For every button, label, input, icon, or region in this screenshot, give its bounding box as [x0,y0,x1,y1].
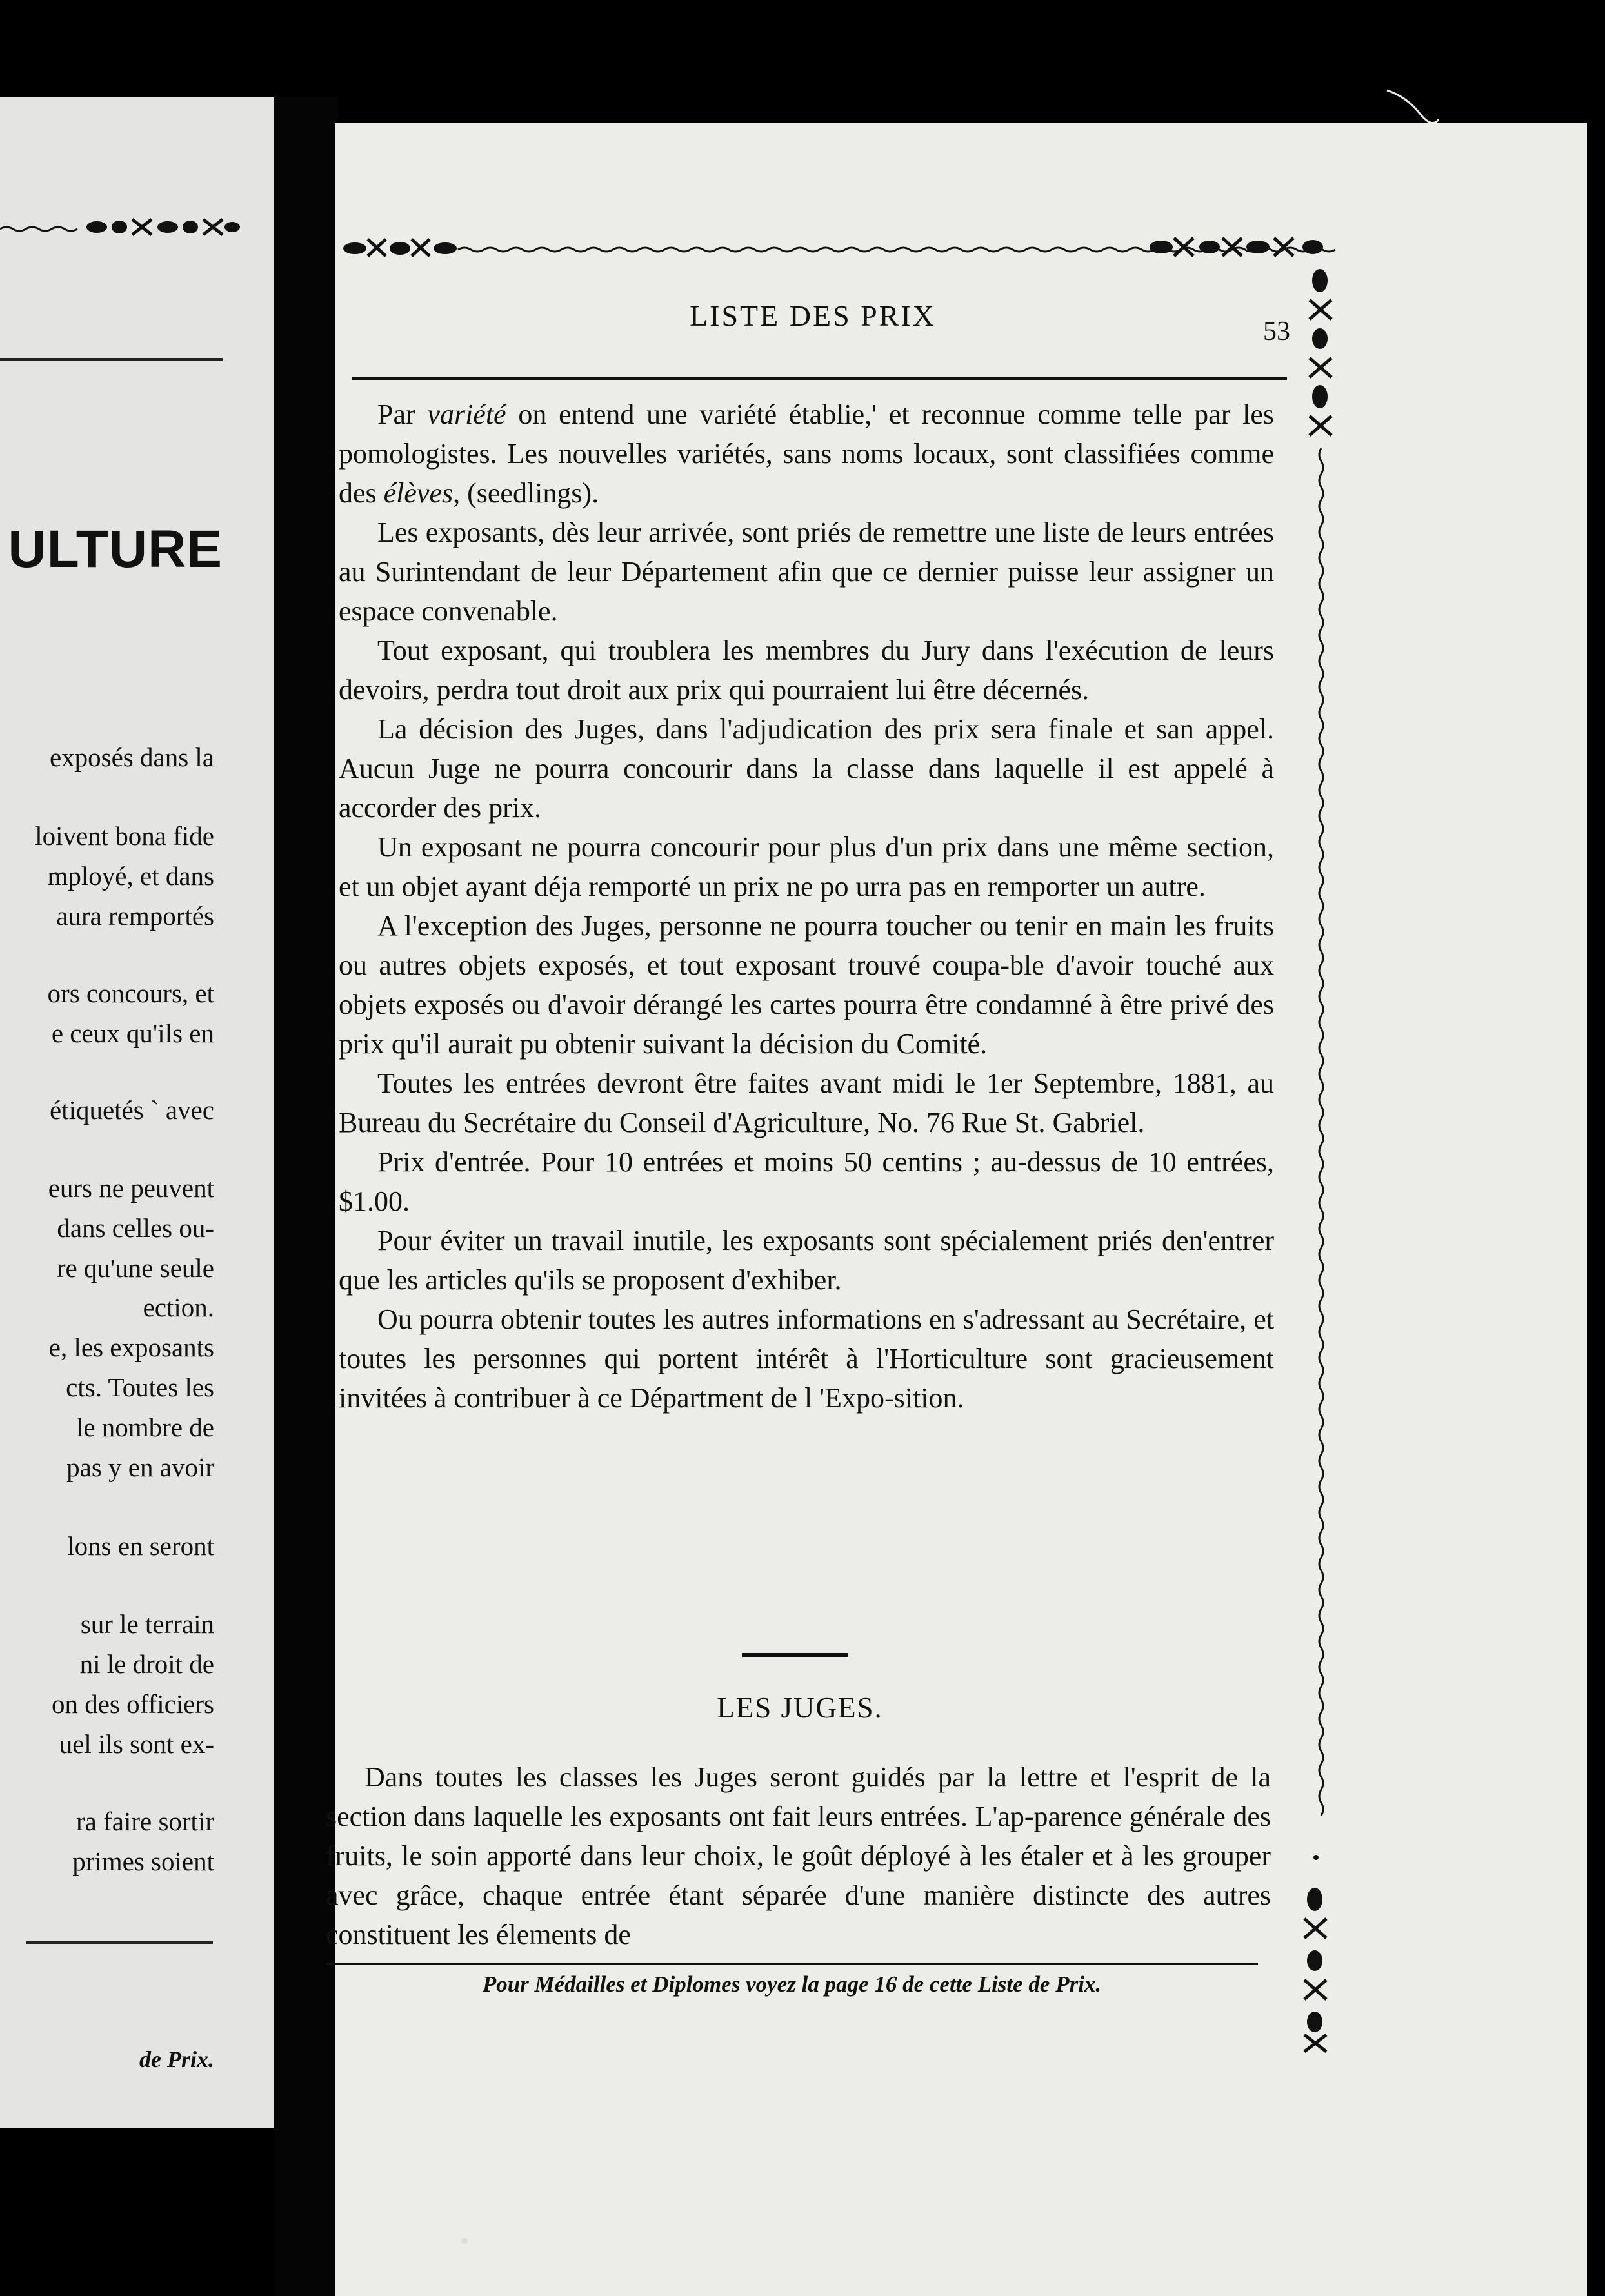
running-head: LISTE DES PRIX [690,299,936,332]
paragraph: Ou pourra obtenir toutes les autres informations en s'adressant au Secrétaire, et toutes les personnes qui portent intérêt à l'Horticulture sont gracieusement invitées à contribuer à ce Départment de l 'Expo-sition. [339,1303,1274,1414]
left-line: uel ils sont ex- [59,1729,214,1759]
left-line: le nombre de [75,1412,214,1442]
left-line: aura remportés [56,901,214,931]
header-rule [0,358,223,361]
page-number: 53 [1263,317,1290,346]
left-line: lons en seront [67,1531,214,1561]
paragraph: A l'exception des Juges, personne ne pourra toucher ou tenir en main les fruits ou autres objets exposés, et tout exposant trouvé coupa-ble d'avoir touché aux objets exposés ou d'avoir dérangé les cartes pourra être condamné à être privé des prix qu'il aurait pu obtenir suivant la décision du Comité. [339,910,1274,1060]
left-line: exposés dans la [49,742,214,772]
left-line: e, les exposants [48,1332,214,1362]
left-line: on des officiers [51,1689,214,1719]
left-line: ors concours, et [47,978,214,1008]
left-line: mployé, et dans [47,861,214,891]
floral-ornament-icon [0,216,242,238]
left-line: ra faire sortir [76,1806,214,1836]
header-rule [352,377,1287,380]
paragraph: Prix d'entrée. Pour 10 entrées et moins 50 centins ; au-dessus de 10 entrées, $1.00. [339,1146,1274,1217]
section-separator [742,1653,848,1657]
rules-text [339,395,1274,1418]
left-line: e ceux qu'ils en [51,1018,214,1048]
paragraph: Dans toutes les classes les Juges seront guidés par la lettre et l'esprit de la section dans laquelle les exposants ont fait leurs entrées. L'ap-parence générale des fruits, le soin apporté dans leur choix, le goût déployé à les étaler et à les grouper avec grâce, chaque entrée étant séparée d'une manière distincte des autres constituent les élements de [326,1761,1271,1950]
left-line: pas y en avoir [66,1452,214,1482]
left-line: eurs ne peuvent [48,1173,214,1203]
paragraph: Toutes les entrées devront être faites avant midi le 1er Septembre, 1881, au Bureau du Secrétaire du Conseil d'Agriculture, No. 76 Rue St. Gabriel. [339,1067,1274,1138]
floral-border-side-icon [1295,242,1341,2054]
paragraph: Un exposant ne pourra concourir pour plus d'un prix dans une même section, et un objet ayant déja remporté un prix ne po urra pas en remporter un autre. [339,831,1274,902]
left-line: dans celles ou- [57,1213,214,1243]
left-line: re qu'une seule [56,1253,214,1283]
footer-rule [26,1941,213,1944]
left-line: sur le terrain [80,1609,214,1639]
binding-gutter [274,97,339,2296]
footer-rule [326,1963,1258,1965]
left-line: ni le droit de [79,1649,214,1679]
paragraph: Par variété on entend une variété établie,' et reconnue comme telle par les pomologistes. Les nouvelles variétés, sans noms locaux, sont classifiées comme des élèves, (seedlings). [339,399,1274,509]
left-line: primes soient [72,1846,214,1876]
paragraph: Pour éviter un travail inutile, les exposants sont spécialement priés den'entrer que les articles qu'ils se proposent d'exhiber. [339,1225,1274,1296]
left-line: cts. Toutes les [66,1372,214,1402]
paragraph: Les exposants, dès leur arrivée, sont priés de remettre une liste de leurs entrées au Surintendant de leur Département afin que ce dernier puisse leur assigner un espace convenable. [339,517,1274,627]
left-page-title: ULTURE [8,520,223,579]
judges-text [326,1757,1271,1954]
paragraph: Tout exposant, qui troublera les membres du Jury dans l'exécution de leurs devoirs, perdra tout droit aux prix qui pourraient lui être décernés. [339,635,1274,706]
left-line: étiquetés ` avec [50,1095,214,1125]
left-page-footer: de Prix. [139,2046,214,2072]
paragraph: La décision des Juges, dans l'adjudication des prix sera finale et san appel. Aucun Juge ne pourra concourir dans la classe dans laquelle il est appelé à accorder des prix. [339,713,1274,824]
section-title: LES JUGES. [717,1692,883,1724]
floral-border-top-icon [335,223,1342,268]
left-line: ection. [143,1292,214,1322]
footnote: Pour Médailles et Diplomes voyez la page 16 de cette Liste de Prix. [482,1972,1102,1997]
previous-page-fragment [0,97,274,2128]
left-line: loivent bona fide [35,821,214,851]
